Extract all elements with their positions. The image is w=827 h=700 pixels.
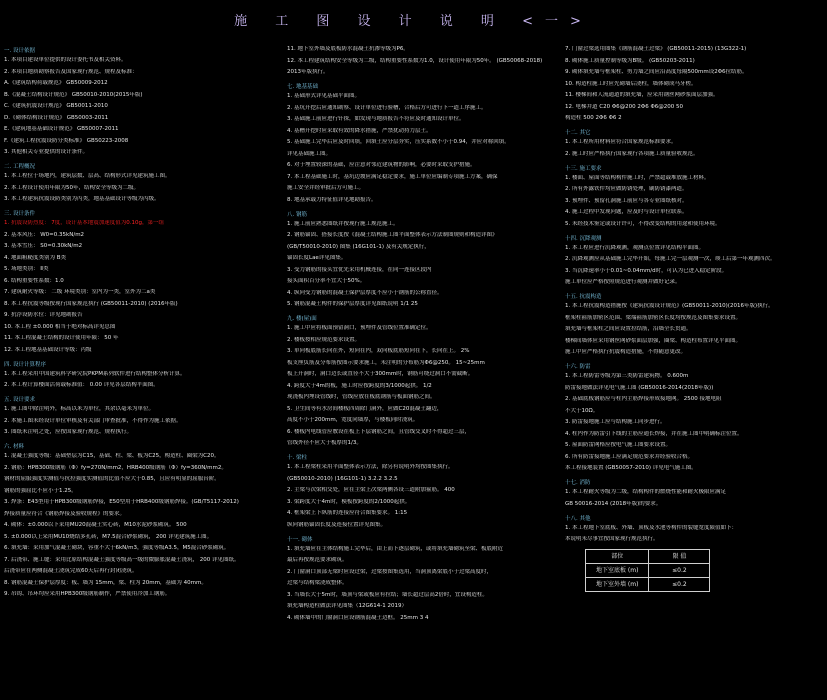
note-line: 10. 构造柱施工时应先砌墙后浇柱，墙体砌成马牙槎。 [565,80,697,87]
table-cell: 地下室外墙 (m) [586,578,649,592]
note-line: 1. 施工前应熟悉图纸并按现行施工规范施工。 [287,220,399,227]
note-line: 施工中应严格执行抗震构造措施，不得随意更改。 [565,349,687,355]
note-line: 6. 填充墙：采用加气混凝土砌块，容重不大于6kN/m3，强度等级A3.5，M5混合砂浆砌筑。 [4,545,230,551]
note-line: 3. 当沉降速率小于0.01~0.04mm/d时，可认为已进入稳定阶段。 [565,267,728,274]
note-line: 9. 吊钩、吊环均应采用HPB300级钢筋制作，严禁使用冷加工钢筋。 [4,591,171,597]
note-line: 11. 本工程混凝土结构的设计使用年限： 50 年 [4,335,119,341]
note-line: 3. 预埋件、预留孔洞施工前应与各专业图纸核对。 [565,197,688,204]
note-line: 3. 图纸未注明之处，应按国家现行规范、规程执行。 [4,429,132,435]
table-row [586,578,710,592]
note-line: 4. 基槽开挖时应采取有效的降水措施，严禁扰动持力层土。 [287,127,432,134]
section-heading: 八. 钢筋 [287,211,307,218]
note-line: 3. 其他相关专业提供的设计条件。 [4,149,88,155]
note-line: 1. 本工程地下室底板、外墙、顶板及水池等构件的裂缝宽度限值如下： [565,524,737,531]
note-line: 后浇带应在两侧混凝土浇筑完成60天后再行封闭浇筑。 [4,568,138,574]
note-line: 1. 抗震设防烈度： 7度，设计基本地震加速度值为0.10g，第一组 [4,220,164,226]
section-heading: 十八. 其他 [565,515,591,522]
note-line: B.《混凝土结构设计规范》 GB50010-2010(2015年版) [4,91,143,98]
note-line: 4. 砌体：±0.000以下采用MU20混凝土实心砖，M10水泥砂浆砌筑。 500 [4,522,187,528]
note-line: 构造柱 500 2Φ6 Φ6 2 [565,115,622,121]
note-line: 1. 基础形式详见基础平面图。 [287,93,360,99]
note-line: 1. 本工程采用中国建筑科学研究院PKPM系列软件进行结构整体分析计算。 [4,370,186,377]
note-line: 7. 本工程基础施工时，基坑边坡应满足稳定要求，施工单位应编制专项施工方案，确保 [287,173,498,180]
notes-column-1 [4,40,272,603]
note-line: 4. 柱内作为防雷引下线的主筋应通长焊接，并在施工图中明确标注位置。 [565,430,743,437]
note-line: 11. 地下室外墙及底板防水混凝土抗渗等级为P6。 [287,46,409,52]
note-line: 施工单位应严格按照规范进行观测并做好记录。 [565,279,681,285]
note-line: 8. 钢筋混凝土保护层厚度：板、墙为 15mm，梁、柱为 20mm，基础为 40mm。 [4,579,207,586]
note-line: 3. 焊条：E43型用于HPB300级钢筋焊接，E50型用于HRB400级钢筋焊接。(GB/T5117-2012) [4,499,239,505]
note-line: 管线外径不应大于板厚的1/3。 [287,440,362,446]
section-heading: 十二. 其它 [565,130,591,136]
table-header-cell: 部位 [586,550,649,564]
note-line: 1. 本工程抗震构造措施按《建筑抗震设计规范》(GB50011-2010)(2016年版)执行。 [565,303,774,309]
note-line: 8. 本工程抗震等级按现行国家规范执行 (GB50011-2010) (2016年版) [4,300,178,307]
note-line: 防雷接地做法详见电气施工图 (GB50016-2014(2018年版)) [565,384,714,391]
note-line: (GB50010-2010) (16G101-1) 3.2.2 3.2.5 [287,475,398,482]
note-line: 5. 未经技术鉴定或设计许可，不得改变结构的用途和使用环境。 [565,220,721,227]
note-line: 2. 基本风压： W0=0.35kN/m2 [4,231,85,238]
note-line: 锚固长度Lae详见图集。 [287,255,347,261]
note-line: 5. 基础施工完毕后应及时回填，回填土应分层夯实，压实系数不小于0.94，并应对称回填。 [287,139,510,145]
note-line: F.《建筑工程抗震设防分类标准》 GB50223-2008 [4,137,129,144]
note-line: 本工程接地装置 (GB50057-2010) 详见电气施工图。 [565,465,697,471]
note-line: 4. 砌体墙中的门窗洞口应设钢筋混凝土边框。 25mm 3 4 [287,614,429,621]
notes-column-2 [287,40,549,626]
note-line: 8. 砌体施工质量控制等级为B级。 (GB50203-2011) [565,57,695,64]
section-heading: 十一. 砌体 [287,536,313,543]
note-line: 4. 跨度大于4m的板，施工时应按跨度的3/1000起拱。 1/2 [287,382,432,389]
note-line: 板支座负筋及分布筋按图示要求施工，未注明的分布筋为Φ6@250。 15~25mm [287,359,485,366]
section-heading: 十四. 沉降观测 [565,235,602,242]
section-heading: 十五. 抗震构造 [565,294,602,300]
drawing-title: 施 工 图 设 计 说 明 <一> [234,14,593,29]
section-heading: 十三. 施工要求 [565,165,602,172]
section-heading: 十. 梁柱 [287,455,307,461]
note-line: 3. 单向板底筋长向在外，短向在内，双向板底筋短向在下，长向在上。 2% [287,348,470,354]
note-line: 5. ±0.000以上采用MU10烧结多孔砖，M7.5混合砂浆砌筑， 200 详见建筑施工图。 [4,533,213,540]
note-line: 4. 框架梁上下纵筋的连接应符合图集要求。 1:15 [287,510,408,516]
note-line: 框架柱箍筋加密区范围、梁端箍筋加密区长度均按规范及图集要求设置。 [565,314,742,321]
note-line: 本说明未尽事宜按国家现行规范执行。 [565,536,659,542]
section-heading: 四. 设计计算程序 [4,361,46,368]
note-line: 5. 屋面防雷网格应按电气施工图要求设置。 [565,442,671,448]
note-line: 9. 砌体填充墙与框架柱、剪力墙之间应沿高度每隔500mm设2Φ6拉结筋。 [565,69,748,75]
note-line: 6. 所有防雷接地施工应满足规范要求并经验收合格。 [565,453,693,460]
table-cell: ≤0.2 [649,578,710,592]
note-line: 5. 卫生间等有水房间楼板四周除门洞外，应做C20混凝土翻边， [287,405,443,412]
note-line: 接头面积百分率不宜大于50%。 [287,278,366,284]
note-line: 1. 本工程应进行沉降观测，观测点位置详见结构平面图。 [565,244,704,251]
note-line: 详见基础施工图。 [287,150,332,157]
note-line: 1. 楼面、屋面等结构构件施工时，严禁超载堆放施工材料。 [565,174,710,181]
section-heading: 三. 设计条件 [4,211,35,217]
note-line: 7. 门窗过梁选用图集《钢筋混凝土过梁》 (GB50011-2015) (13G322-1) [565,46,747,52]
note-line: 7. 建筑耐火等级： 二级 环境类别：室内为一类，室外为二a类 [4,289,156,295]
section-heading: 九. 楼(屋)面 [287,316,317,322]
note-line: 9. 抗浮设防水位：详见地勘报告 [4,312,83,318]
note-line: 6. 对于埋置较深的基础，应注意对邻近建筑物的影响，必要时采取支护措施。 [287,162,476,168]
note-line: 1. 本工程梁柱采用平面整体表示方法，除另有说明外均按图集执行。 [287,464,454,470]
note-line: E.《建筑地基基础设计规范》 GB50007-2011 [4,126,119,132]
section-heading: 六. 材料 [4,444,24,450]
note-line: 1. 施工中应将板面预留洞口，预埋件及管线位置准确定位。 [287,325,432,331]
note-line: 2. 主梁与次梁相交处，应在主梁上次梁两侧各设三道附加箍筋。 400 [287,487,455,493]
note-line: 2. 沉降观测应从基础施工完毕开始，每施工完一层观测一次，竣工后第一年观测四次。 [565,256,776,262]
note-line: 施工安全并经审批后方可施工。 [287,185,365,191]
note-line: 7. 后浇带、施工缝：采用比原结构混凝土强度等级高一级的微膨胀混凝土浇筑， 200 详见图纸。 [4,556,240,563]
note-line: 12. 电梯井道 C20 Φ6@200 2Φ6 Φ6@200 50 [565,103,684,110]
note-line: 2. 本工程设计使用年限为50年，结构安全等级为二级。 [4,184,139,191]
note-line: 6. 楼板内电线管应敷设在板上下层钢筋之间，且管线交叉时不得超过三层， [287,428,470,435]
section-heading: 十七. 消防 [565,480,591,486]
note-line: 1. 混凝土强度等级：基础垫层为C15，基础、柱、梁、板为C25，构造柱、圈梁为C20。 [4,453,220,459]
note-line: 焊接质量应符合《钢筋焊接及验收规程》的要求。 [4,510,126,517]
note-line: 1. 本工程所用材料应符合国家规范标准要求。 [565,139,677,145]
note-line: (GB/T50010-2010) 图集 (16G101-1) 及有关规定执行， [287,243,430,250]
note-line: 12. 本工程地基基础设计等级：丙级 [4,346,92,353]
note-line: 3. 基础施工前应进行钎探，如发现与地质报告不符应及时通知设计单位。 [287,116,465,122]
note-line: 8. 地基承载力特征值详见地勘报告。 [287,196,377,203]
crack-limit-table [585,549,710,592]
note-line: 3. 梁跨度大于4m时，模板按跨度的2/1000起拱。 [287,498,411,505]
note-line: D.《砌体结构设计规范》 GB50003-2011 [4,114,109,121]
note-line: 1. 本工程防雷等级为第三类防雷建筑物。 0.600m [565,373,689,379]
note-line: 4. 纵向受力钢筋的混凝土保护层厚度不应小于钢筋的公称直径。 [287,289,443,296]
note-line: 过梁与结构梁浇成整体。 [287,580,348,586]
note-line: 不大于10Ω。 [565,407,599,414]
note-line: 1. 填充墙应在主体结构施工完毕后，由上而下逐层砌筑，或将填充墙砌筑至梁、板底附近 [287,545,503,552]
note-line: 3. 本工程建筑抗震设防类别为丙类，地基基础设计等级为丙级。 [4,196,160,202]
note-line: A.《建筑结构荷载规范》 GB50009-2012 [4,80,108,86]
note-line: 5. 场地类别： Ⅱ类 [4,266,49,272]
note-line: 填充墙与框架柱之间应设置拉结筋，沿墙全长贯通。 [565,326,692,332]
note-line: 2. 楼板按相应规范要求设置。 [287,336,360,343]
note-line: 4. 地面粗糙度类别为 B类 [4,254,67,261]
section-heading: 五. 设计要求 [4,397,35,403]
note-line: 最后再按规范要求砌筑。 [287,557,348,563]
note-line: 12. 本工程建筑结构安全等级为二级，结构重要性系数为1.0，设计使用年限为50年。 (GB50068-2018) [287,57,543,64]
note-line: 1. 本工程位于场地内，建筑层数、层高、结构形式详见建筑施工图。 [4,173,171,179]
note-line: 3. 受力钢筋的接头宜优先采用机械连接，在同一连接区段内 [287,266,432,273]
note-line: 高度不小于200mm，宽度同墙厚，与楼板同时浇筑。 [287,417,419,423]
section-heading: 十六. 防雷 [565,364,591,370]
table-header-cell: 限 值 [649,550,710,564]
note-line: 1. 施工图中除注明外，标高以米为单位，其余以毫米为单位。 [4,406,154,412]
note-line: 3. 基本雪压： S0=0.30kN/m2 [4,243,83,249]
note-line: 5. 钢筋混凝土构件的保护层厚度详见图纸说明 1/1 25 [287,301,418,307]
table-row [586,564,710,578]
note-line: 楼梯间墙体应采用钢丝网砂浆面层加强，圈梁、构造柱布置详见平面图。 [565,337,742,344]
note-line: 3. 防雷接地施工应与结构施工同步进行。 [565,419,666,425]
note-line: 6. 结构重要性系数：1.0 [4,277,64,284]
note-line: 2. 所有外露铁件均应做防锈处理，刷防锈漆两道。 [565,186,688,192]
note-line: 2. 施工时应严格执行国家现行各项施工质量验收规范。 [565,150,699,157]
notes-column-3 [565,40,823,592]
table-header-row [586,550,710,564]
note-line: 2. 门窗洞口顶部无梁时应设过梁，过梁按图集选用，当洞顶离梁底小于过梁高度时， [287,568,492,575]
section-heading: 一. 设计依据 [4,48,35,54]
note-line: 2. 本项目地质勘察报告及国家现行规范、规程及标准： [4,68,138,75]
note-line: 填充墙构造柱做法详见图集（12G614-1 2019） [287,603,407,609]
note-line: 2. 钢筋：HPB300级钢筋（Φ）fy=270N/mm2，HRB400级钢筋（Φ）fy=360N/mm2。 [4,464,227,471]
section-heading: 七. 地基基础 [287,84,318,90]
note-line: 2. 基坑开挖后应通知勘察、设计单位进行验槽，合格后方可进行下一道工序施工。 [287,104,487,111]
note-line: 2. 钢筋锚固、搭接长度按《混凝土结构施工图平面整体表示方法制图规则和构造详图》 [287,232,498,238]
note-line: 钢材的屈服强度实测值与抗拉强度实测值的比值不应大于0.85，且应有明显的屈服台阶。 [4,476,220,482]
note-line: 现浇板内埋设管线时，管线应放在板底钢筋与板面钢筋之间。 [287,394,436,400]
note-line: GB 50016-2014 (2018年版)的要求。 [565,500,662,507]
note-line: 板上开洞时，洞口边长或直径不大于300mm时，钢筋可绕过洞口不需截断。 [287,371,474,377]
note-line: C.《建筑抗震设计规范》 GB50011-2010 [4,103,108,109]
note-line: 2. 本工程计算楼面活荷载标准值： 0.00 详见各层结构平面图。 [4,382,159,388]
table-cell: ≤0.2 [649,564,710,578]
note-line: 2. 基础底板钢筋应与柱内主筋焊接形成接地网。 2500 接地电阻 [565,396,722,402]
note-line: 11. 楼梯间和人流通道的填充墙，应采用钢丝网砂浆面层加强。 [565,92,719,98]
note-line: 3. 当墙长大于5m时，墙顶与梁或板应有拉结；墙长超过层高2倍时，宜设构造柱。 [287,591,488,598]
note-line: 钢筋的强屈比不应小于1.25。 [4,487,77,494]
note-line: 1. 本项目建设单位提供的设计委托书及相关资料。 [4,57,127,63]
note-line: 10. 本工程 ±0.000 相当于绝对标高详见总图 [4,323,116,330]
section-heading: 二. 工程概况 [4,164,35,170]
note-line: 4. 施工过程中发现问题，应及时与设计单位联系。 [565,209,688,215]
note-line: 纵向钢筋锚固长度及连接位置详见图集。 [287,521,387,528]
note-line: 2. 本施工图未经设计单位审核及有关部门审查批准，不得作为施工依据。 [4,417,182,424]
note-line: 1. 本工程耐火等级为二级，结构构件的燃烧性能和耐火极限应满足 [565,489,726,495]
note-line: 2013年版执行。 [287,69,329,75]
table-cell: 地下室底板 (m) [586,564,649,578]
